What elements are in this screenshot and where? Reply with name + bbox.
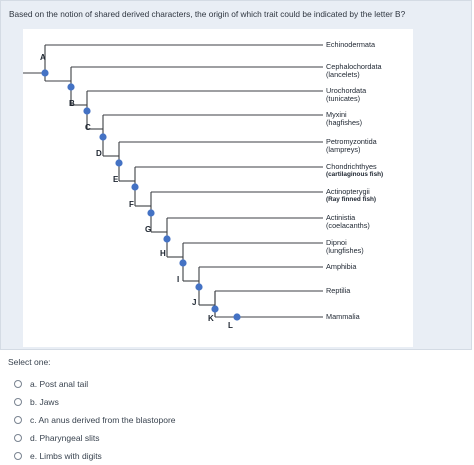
taxon-name: Dipnoi (326, 238, 347, 247)
node-letter-b: B (69, 99, 75, 108)
taxon-label (326, 63, 382, 80)
answer-option[interactable] (8, 447, 468, 465)
taxon-label (326, 313, 360, 321)
node-dot-f (131, 183, 138, 190)
node-letter-j: J (192, 298, 197, 307)
taxon-label (326, 239, 364, 256)
taxon-common-name: (Ray finned fish) (326, 196, 377, 204)
node-dot-b (67, 83, 74, 90)
node-letter-c: C (85, 123, 91, 132)
taxon-common-name: (cartilaginous fish) (326, 171, 384, 179)
taxon-name: Echinodermata (326, 40, 376, 49)
answer-option-label: c. An anus derived from the blastopore (30, 415, 176, 425)
node-dot-i (179, 259, 186, 266)
radio-button[interactable] (14, 434, 22, 442)
taxon-common-name: (tunicates) (326, 94, 361, 104)
taxon-name: Reptilia (326, 286, 351, 295)
taxon-label (326, 263, 356, 271)
node-dot-c (83, 107, 90, 114)
answer-option-label: a. Post anal tail (30, 379, 89, 389)
node-dot-g (147, 209, 154, 216)
taxon-name: Petromyzontida (326, 137, 377, 146)
radio-button[interactable] (14, 380, 22, 388)
taxon-name: Urochordata (326, 86, 367, 95)
radio-button[interactable] (14, 398, 22, 406)
taxon-label (326, 87, 366, 104)
node-dot-e (115, 159, 122, 166)
taxon-label (326, 188, 376, 205)
taxon-label (326, 163, 383, 180)
taxon-common-name: (coelacanths) (326, 221, 370, 231)
select-one-label: Select one: (8, 357, 51, 367)
answer-option-label: e. Limbs with digits (30, 451, 102, 461)
taxon-name: Myxini (326, 110, 347, 119)
answer-option[interactable] (8, 429, 468, 447)
node-dot-a (41, 69, 48, 76)
answer-option[interactable] (8, 393, 468, 411)
taxon-label (326, 287, 350, 295)
node-letter-l: L (228, 321, 233, 330)
answer-option-label: b. Jaws (30, 397, 59, 407)
phylogenetic-tree (23, 29, 413, 347)
taxon-name: Amphibia (326, 262, 357, 271)
node-letter-g: G (145, 225, 152, 234)
node-dot-k (211, 305, 218, 312)
answer-section (8, 357, 468, 465)
taxon-label (326, 41, 375, 49)
node-letter-e: E (113, 175, 119, 184)
answer-option-label: d. Pharyngeal slits (30, 433, 100, 443)
taxon-name: Mammalia (326, 312, 360, 321)
answer-options (8, 375, 468, 465)
taxon-name: Cephalochordata (326, 62, 382, 71)
taxon-label (326, 138, 377, 155)
node-dot-j (195, 283, 202, 290)
node-dot-l (233, 313, 240, 320)
taxon-label (326, 214, 370, 231)
taxon-name: Actinopterygii (326, 187, 370, 196)
taxon-common-name: (lancelets) (326, 70, 360, 80)
question-text: Based on the notion of shared derived characters, the origin of which trait could be indicated by the letter B? (9, 9, 406, 19)
taxon-common-name: (hagfishes) (326, 118, 363, 128)
taxon-name: Chondrichthyes (326, 162, 377, 171)
node-letter-h: H (160, 249, 166, 258)
node-dot-h (163, 235, 170, 242)
node-letter-i: I (177, 275, 180, 284)
answer-option[interactable] (8, 411, 468, 429)
node-letter-f: F (129, 200, 134, 209)
radio-button[interactable] (14, 416, 22, 424)
taxon-label (326, 111, 362, 128)
node-letter-a: A (40, 53, 46, 62)
node-letter-d: D (96, 149, 102, 158)
answer-option[interactable] (8, 375, 468, 393)
taxon-common-name: (lampreys) (326, 145, 361, 155)
taxon-name: Actinistia (326, 213, 356, 222)
node-dot-d (99, 133, 106, 140)
taxon-common-name: (lungfishes) (326, 246, 364, 256)
node-letter-k: K (208, 314, 214, 323)
